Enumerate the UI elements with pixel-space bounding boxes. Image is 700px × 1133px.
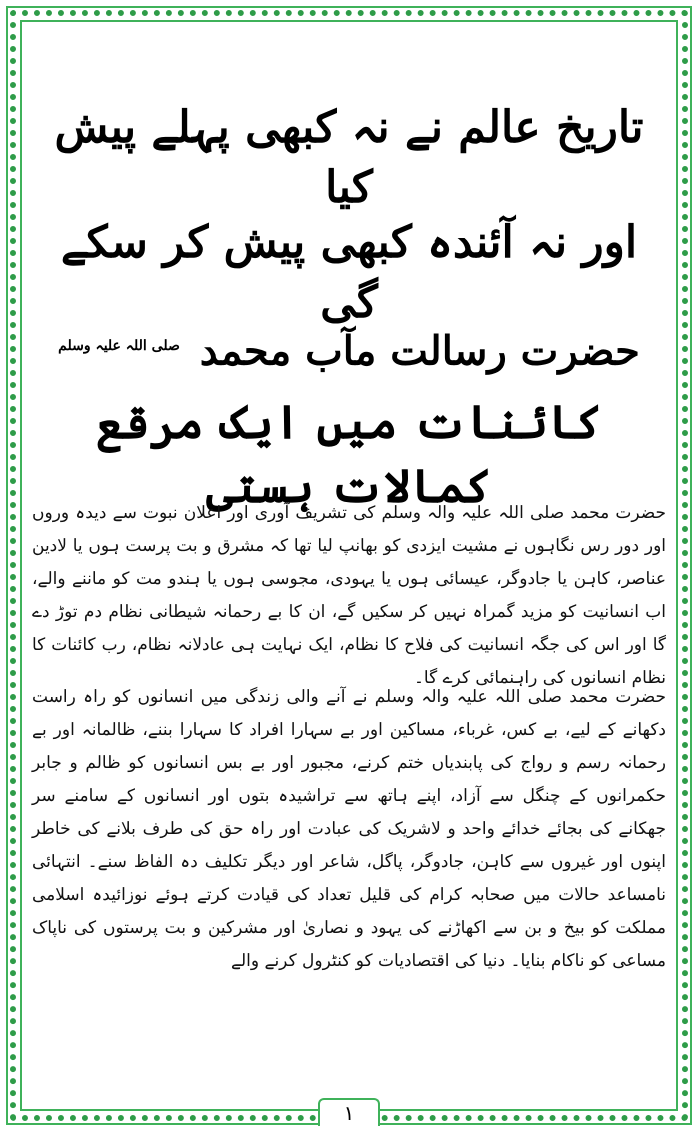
paragraph-1: حضرت محمد صلی اللہ علیہ والہ وسلم کی تشریف آوری اور اعلان نبوت سے دیدہ وروں اور دور رس نگاہوں نے مشیت ایزدی کو بھانپ لیا تھا کہ مشرق و بت پرست ہوں یا لادین عناصر، کاہن یا جادوگر، عیسائی ہوں یا یہودی، مجوسی ہوں یا ہندو مت کو ماننے والے، اب انسانیت کو مزید گمراہ نہیں کر سکیں گے، ان کا بے رحمانہ شیطانی نظام دم توڑ دے گا اور اس کی جگہ انسانیت کی فلاح کا نظام، ایک نہایت ہی عادلانہ نظام، رب کائنات کا نظام انسانوں کی راہنمائی کرے گا۔ <box>32 503 666 688</box>
heading-line-3 <box>28 318 670 379</box>
page-content <box>28 28 670 1094</box>
heading-line-1: تاریخ عالم نے نہ کبھی پہلے پیش کیا <box>54 102 644 213</box>
heading-line-4: کائنات میں ایک مرقع کمالات ہستی <box>95 395 603 513</box>
honorific-text: صلی اللہ علیہ وسلم <box>58 338 180 354</box>
page-number: ۱ <box>318 1098 380 1126</box>
heading-line-3-text: حضرت رسالت مآب محمد <box>199 327 640 375</box>
paragraph-2: حضرت محمد صلی اللہ علیہ والہ وسلم نے آنے والی زندگی میں انسانوں کو راہ راست دکھانے کے لیے، بے کس، غرباء، مساکین اور بے سہارا افراد کا سہارا بننے، ظالمانہ اور بے رحمانہ رسم و رواج کی پابندیاں ختم کرنے، مجبور اور بے بس انسانوں کو ظالم و جابر حکمرانوں کے چنگل سے آزاد، اپنے ہاتھ سے تراشیدہ بتوں اور انسانوں کے سامنے سر جھکانے کی بجائے خدائے واحد و لاشریک کی عبادت اور راہ حق کی طرف بلانے کی خاطر اپنوں اور غیروں سے کاہن، جادوگر، پاگل، شاعر اور دیگر تکلیف دہ الفاظ سنے۔ انتہائی نامساعد حالات میں صحابہ کرام کی قلیل تعداد کی قیادت کرتے ہوئے نوزائیدہ اسلامی مملکت کو بیخ و بن سے اکھاڑنے کی یہود و نصاریٰ اور مشرکین و بت پرستوں کی ناپاک مساعی کو ناکام بنایا۔ دنیا کی اقتصادیات کو کنٹرول کرنے والے <box>32 687 666 971</box>
heading-line-2: اور نہ آئندہ کبھی پیش کر سکے گی <box>60 217 638 328</box>
